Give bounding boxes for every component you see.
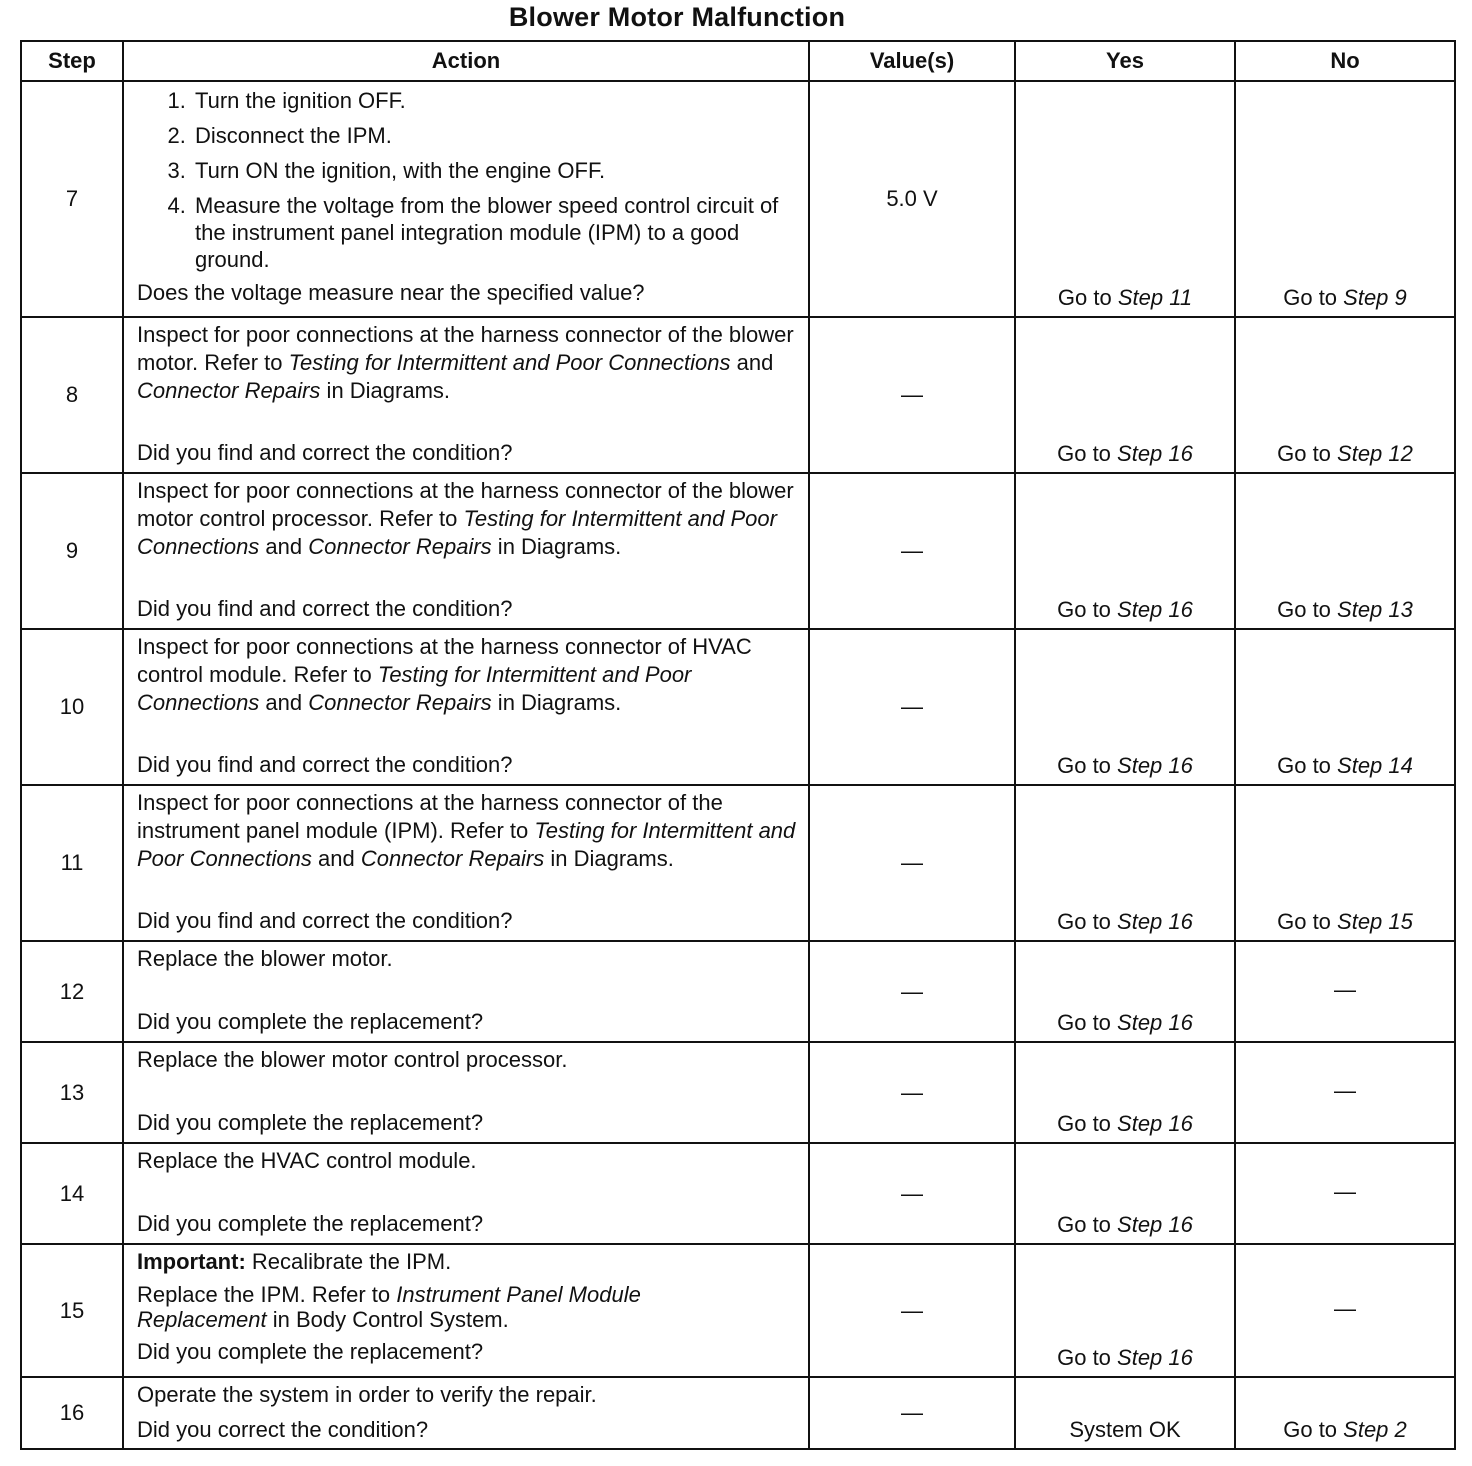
yes-step-link[interactable]: Step 16 <box>1117 441 1193 466</box>
action-cell <box>123 785 809 941</box>
reference-link[interactable]: Connector Repairs <box>137 378 321 403</box>
action-question: Did you find and correct the condition? <box>137 908 513 933</box>
yes-cell <box>1015 629 1235 785</box>
step-number: 12 <box>21 941 123 1042</box>
yes-prefix: Go to <box>1057 1111 1118 1136</box>
no-cell <box>1235 785 1455 941</box>
action-text-part: Inspect for poor connections at the harness connector of the instrument panel module (IPM). Refer to <box>137 790 723 843</box>
yes-prefix: Go to <box>1057 1010 1118 1035</box>
table-row <box>21 81 1455 317</box>
action-text-part: and <box>311 846 361 871</box>
list-item: 2. Disconnect the IPM. <box>192 122 800 149</box>
yes-cell <box>1015 941 1235 1042</box>
reference-link[interactable]: Instrument Panel Module Replacement <box>137 1282 641 1332</box>
table-row <box>21 1377 1455 1449</box>
no-step-link[interactable]: Step 12 <box>1337 441 1413 466</box>
reference-link[interactable]: Testing for Intermittent and Poor Connections <box>137 662 692 715</box>
important-note <box>137 1248 800 1275</box>
action-text-part: and <box>259 690 309 715</box>
table-row <box>21 1042 1455 1143</box>
value-cell: — <box>809 317 1015 473</box>
step-number: 9 <box>21 473 123 629</box>
reference-link[interactable]: Connector Repairs <box>308 690 492 715</box>
header-values: Value(s) <box>809 41 1015 81</box>
no-cell: — <box>1235 1042 1455 1143</box>
list-item: 1. Turn the ignition OFF. <box>192 87 800 114</box>
action-text-part: Inspect for poor connections at the harness connector of HVAC control module. Refer to <box>137 634 752 687</box>
action-question: Did you correct the condition? <box>137 1417 429 1442</box>
yes-step-link[interactable]: Step 16 <box>1117 1010 1193 1035</box>
action-cell <box>123 1377 809 1449</box>
yes-step-link[interactable]: Step 16 <box>1117 753 1193 778</box>
no-step-link[interactable]: Step 13 <box>1337 597 1413 622</box>
yes-prefix: Go to <box>1057 1345 1118 1370</box>
action-cell <box>123 81 809 317</box>
list-item: 4. Measure the voltage from the blower speed control circuit of the instrument panel integration module (IPM) to a good ground. <box>192 192 800 273</box>
no-prefix: Go to <box>1283 285 1344 310</box>
no-step-link[interactable]: Step 9 <box>1343 285 1407 310</box>
table-row <box>21 317 1455 473</box>
action-text-part: in Diagrams. <box>320 378 451 403</box>
header-yes: Yes <box>1015 41 1235 81</box>
page-title: Blower Motor Malfunction <box>508 2 846 32</box>
step-number: 13 <box>21 1042 123 1143</box>
action-question: Did you complete the replacement? <box>137 1110 484 1135</box>
step-number: 8 <box>21 317 123 473</box>
action-text <box>137 789 800 873</box>
action-question: Did you find and correct the condition? <box>137 596 513 621</box>
value-cell: — <box>809 629 1015 785</box>
yes-prefix: Go to <box>1057 285 1118 310</box>
no-cell: — <box>1235 941 1455 1042</box>
no-cell <box>1235 81 1455 317</box>
action-text <box>137 321 800 405</box>
action-cell <box>123 317 809 473</box>
step-number: 15 <box>21 1244 123 1377</box>
action-question: Did you find and correct the condition? <box>137 752 513 777</box>
no-step-link[interactable]: Step 2 <box>1343 1417 1407 1442</box>
reference-link[interactable]: Testing for Intermittent and Poor Connections <box>137 506 777 559</box>
action-text: Replace the blower motor control processor. <box>137 1047 568 1072</box>
table-row <box>21 473 1455 629</box>
no-prefix: Go to <box>1277 597 1338 622</box>
header-no: No <box>1235 41 1455 81</box>
reference-link[interactable]: Testing for Intermittent and Poor Connections <box>288 350 731 375</box>
no-prefix: Go to <box>1277 441 1338 466</box>
no-prefix: Go to <box>1277 753 1338 778</box>
step-number: 10 <box>21 629 123 785</box>
value-cell: — <box>809 941 1015 1042</box>
action-text-part: in Body Control System. <box>266 1307 509 1332</box>
header-action: Action <box>123 41 809 81</box>
no-cell <box>1235 629 1455 785</box>
action-text <box>137 477 800 561</box>
action-question: Did you find and correct the condition? <box>137 440 513 465</box>
no-cell <box>1235 1377 1455 1449</box>
step-number: 16 <box>21 1377 123 1449</box>
action-text-part: Inspect for poor connections at the harness connector of the blower motor. Refer to <box>137 322 794 375</box>
value-cell: — <box>809 473 1015 629</box>
action-question: Did you complete the replacement? <box>137 1211 484 1236</box>
value-cell: — <box>809 1377 1015 1449</box>
step-number: 11 <box>21 785 123 941</box>
substep-list <box>137 87 800 273</box>
value-cell: — <box>809 1143 1015 1244</box>
value-cell: — <box>809 1042 1015 1143</box>
table-header-row <box>21 41 1455 81</box>
yes-prefix: Go to <box>1057 441 1118 466</box>
yes-cell <box>1015 1244 1235 1377</box>
header-step: Step <box>21 41 123 81</box>
table-row <box>21 1244 1455 1377</box>
reference-link[interactable]: Connector Repairs <box>308 534 492 559</box>
no-prefix: Go to <box>1277 909 1338 934</box>
no-cell <box>1235 317 1455 473</box>
no-cell <box>1235 473 1455 629</box>
value-cell: — <box>809 785 1015 941</box>
action-text-part: in Diagrams. <box>544 846 674 871</box>
no-step-link[interactable]: Step 14 <box>1337 753 1413 778</box>
step-number: 14 <box>21 1143 123 1244</box>
action-text-part: Replace the IPM. Refer to <box>137 1282 397 1307</box>
action-cell <box>123 1143 809 1244</box>
step-number: 7 <box>21 81 123 317</box>
table-row <box>21 1143 1455 1244</box>
action-text-part: in Diagrams. <box>491 690 622 715</box>
table-row <box>21 785 1455 941</box>
yes-cell <box>1015 1042 1235 1143</box>
yes-prefix: Go to <box>1057 1212 1118 1237</box>
yes-step-link[interactable]: Step 11 <box>1117 285 1193 310</box>
action-cell <box>123 473 809 629</box>
yes-cell <box>1015 317 1235 473</box>
action-text <box>137 633 800 717</box>
diagnostic-table <box>20 40 1456 1450</box>
action-text <box>137 1282 800 1332</box>
no-cell: — <box>1235 1244 1455 1377</box>
reference-link[interactable]: Testing for Intermittent and Poor Connections <box>137 818 796 871</box>
action-text-part: and <box>730 350 774 375</box>
action-text-part: and <box>259 534 309 559</box>
action-cell <box>123 1244 809 1377</box>
yes-cell: System OK <box>1015 1377 1235 1449</box>
action-question: Did you complete the replacement? <box>137 1009 484 1034</box>
yes-prefix: Go to <box>1057 909 1118 934</box>
reference-link[interactable]: Connector Repairs <box>360 846 545 871</box>
action-cell <box>123 941 809 1042</box>
action-text: Operate the system in order to verify the repair. <box>137 1382 597 1407</box>
action-text: Replace the HVAC control module. <box>137 1148 477 1173</box>
table-row <box>21 941 1455 1042</box>
action-question: Does the voltage measure near the specified value? <box>137 280 645 305</box>
action-question: Did you complete the replacement? <box>137 1339 484 1364</box>
action-text-part: in Diagrams. <box>491 534 622 559</box>
value-cell: 5.0 V <box>809 81 1015 317</box>
yes-step-link[interactable]: Step 16 <box>1117 1345 1193 1370</box>
yes-cell <box>1015 473 1235 629</box>
action-text: Replace the blower motor. <box>137 946 393 971</box>
yes-cell <box>1015 81 1235 317</box>
yes-prefix: Go to <box>1057 597 1118 622</box>
yes-step-link[interactable]: Step 16 <box>1117 909 1193 934</box>
yes-step-link[interactable]: Step 16 <box>1117 597 1193 622</box>
no-step-link[interactable]: Step 15 <box>1337 909 1413 934</box>
no-cell: — <box>1235 1143 1455 1244</box>
no-prefix: Go to <box>1283 1417 1344 1442</box>
yes-prefix: Go to <box>1057 753 1118 778</box>
action-cell <box>123 1042 809 1143</box>
list-item: 3. Turn ON the ignition, with the engine OFF. <box>192 157 800 184</box>
important-text: Recalibrate the IPM. <box>245 1249 452 1274</box>
action-text-part: Inspect for poor connections at the harness connector of the blower motor control processor. Refer to <box>137 478 794 531</box>
table-row <box>21 629 1455 785</box>
value-cell: — <box>809 1244 1015 1377</box>
action-cell <box>123 629 809 785</box>
yes-cell <box>1015 1143 1235 1244</box>
yes-step-link[interactable]: Step 16 <box>1117 1111 1193 1136</box>
important-label: Important: <box>137 1249 246 1274</box>
yes-step-link[interactable]: Step 16 <box>1117 1212 1193 1237</box>
yes-cell <box>1015 785 1235 941</box>
